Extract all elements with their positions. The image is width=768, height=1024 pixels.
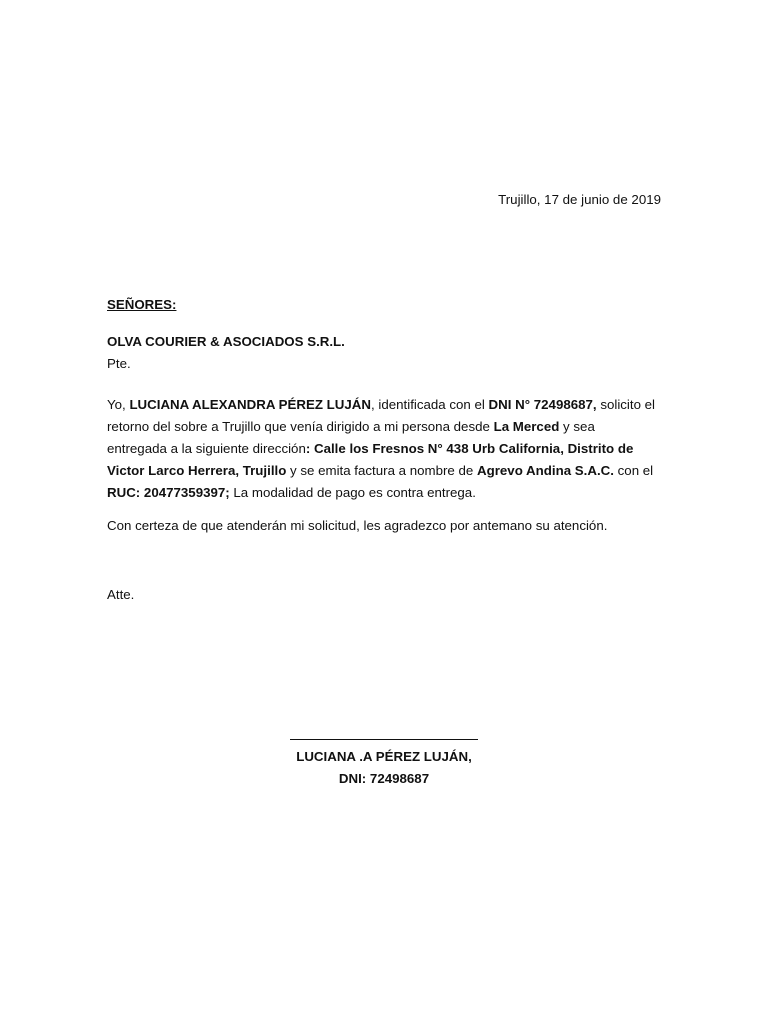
recipient-block (107, 331, 345, 375)
closing: Atte. (107, 587, 135, 602)
requester-name: LUCIANA ALEXANDRA PÉREZ LUJÁN (129, 397, 372, 412)
delivery-address-cont: Victor Larco Herrera, Trujillo (107, 463, 287, 478)
body-text: Yo, (107, 397, 130, 412)
delivery-address: : Calle los Fresnos N° 438 Urb California, Distrito de (305, 441, 634, 456)
signature-line (290, 739, 478, 740)
letter-date: Trujillo, 17 de junio de 2019 (498, 192, 661, 207)
body-line-4 (107, 460, 667, 482)
body-line-1 (107, 394, 667, 416)
body-line-2 (107, 416, 667, 438)
body-text: , identificada con el (371, 397, 489, 412)
body-text: retorno del sobre a Trujillo que venía dirigido a mi persona desde (107, 419, 494, 434)
thanks-paragraph: Con certeza de que atenderán mi solicitud, les agradezco por antemano su atención. (107, 518, 608, 533)
body-line-5 (107, 482, 667, 504)
signer-name: LUCIANA .A PÉREZ LUJÁN, (296, 749, 472, 764)
body-text: y se emita factura a nombre de (286, 463, 478, 478)
signer-dni: DNI: 72498687 (338, 771, 430, 786)
invoice-ruc: RUC: 20477359397; (107, 485, 230, 500)
body-text: La modalidad de pago es contra entrega. (229, 485, 476, 500)
salutation: SEÑORES: (107, 297, 177, 312)
body-line-3 (107, 438, 667, 460)
recipient-company: OLVA COURIER & ASOCIADOS S.R.L. (107, 334, 345, 349)
body-text: y sea (559, 419, 595, 434)
requester-dni: DNI N° 72498687, (488, 397, 597, 412)
body-paragraph (107, 394, 667, 504)
body-text: con el (613, 463, 654, 478)
body-text: entregada a la siguiente dirección (107, 441, 306, 456)
signer-block (290, 746, 478, 790)
invoice-company: Agrevo Andina S.A.C. (477, 463, 614, 478)
recipient-pte: Pte. (107, 356, 131, 371)
body-text: solicito el (596, 397, 656, 412)
origin-place: La Merced (493, 419, 560, 434)
